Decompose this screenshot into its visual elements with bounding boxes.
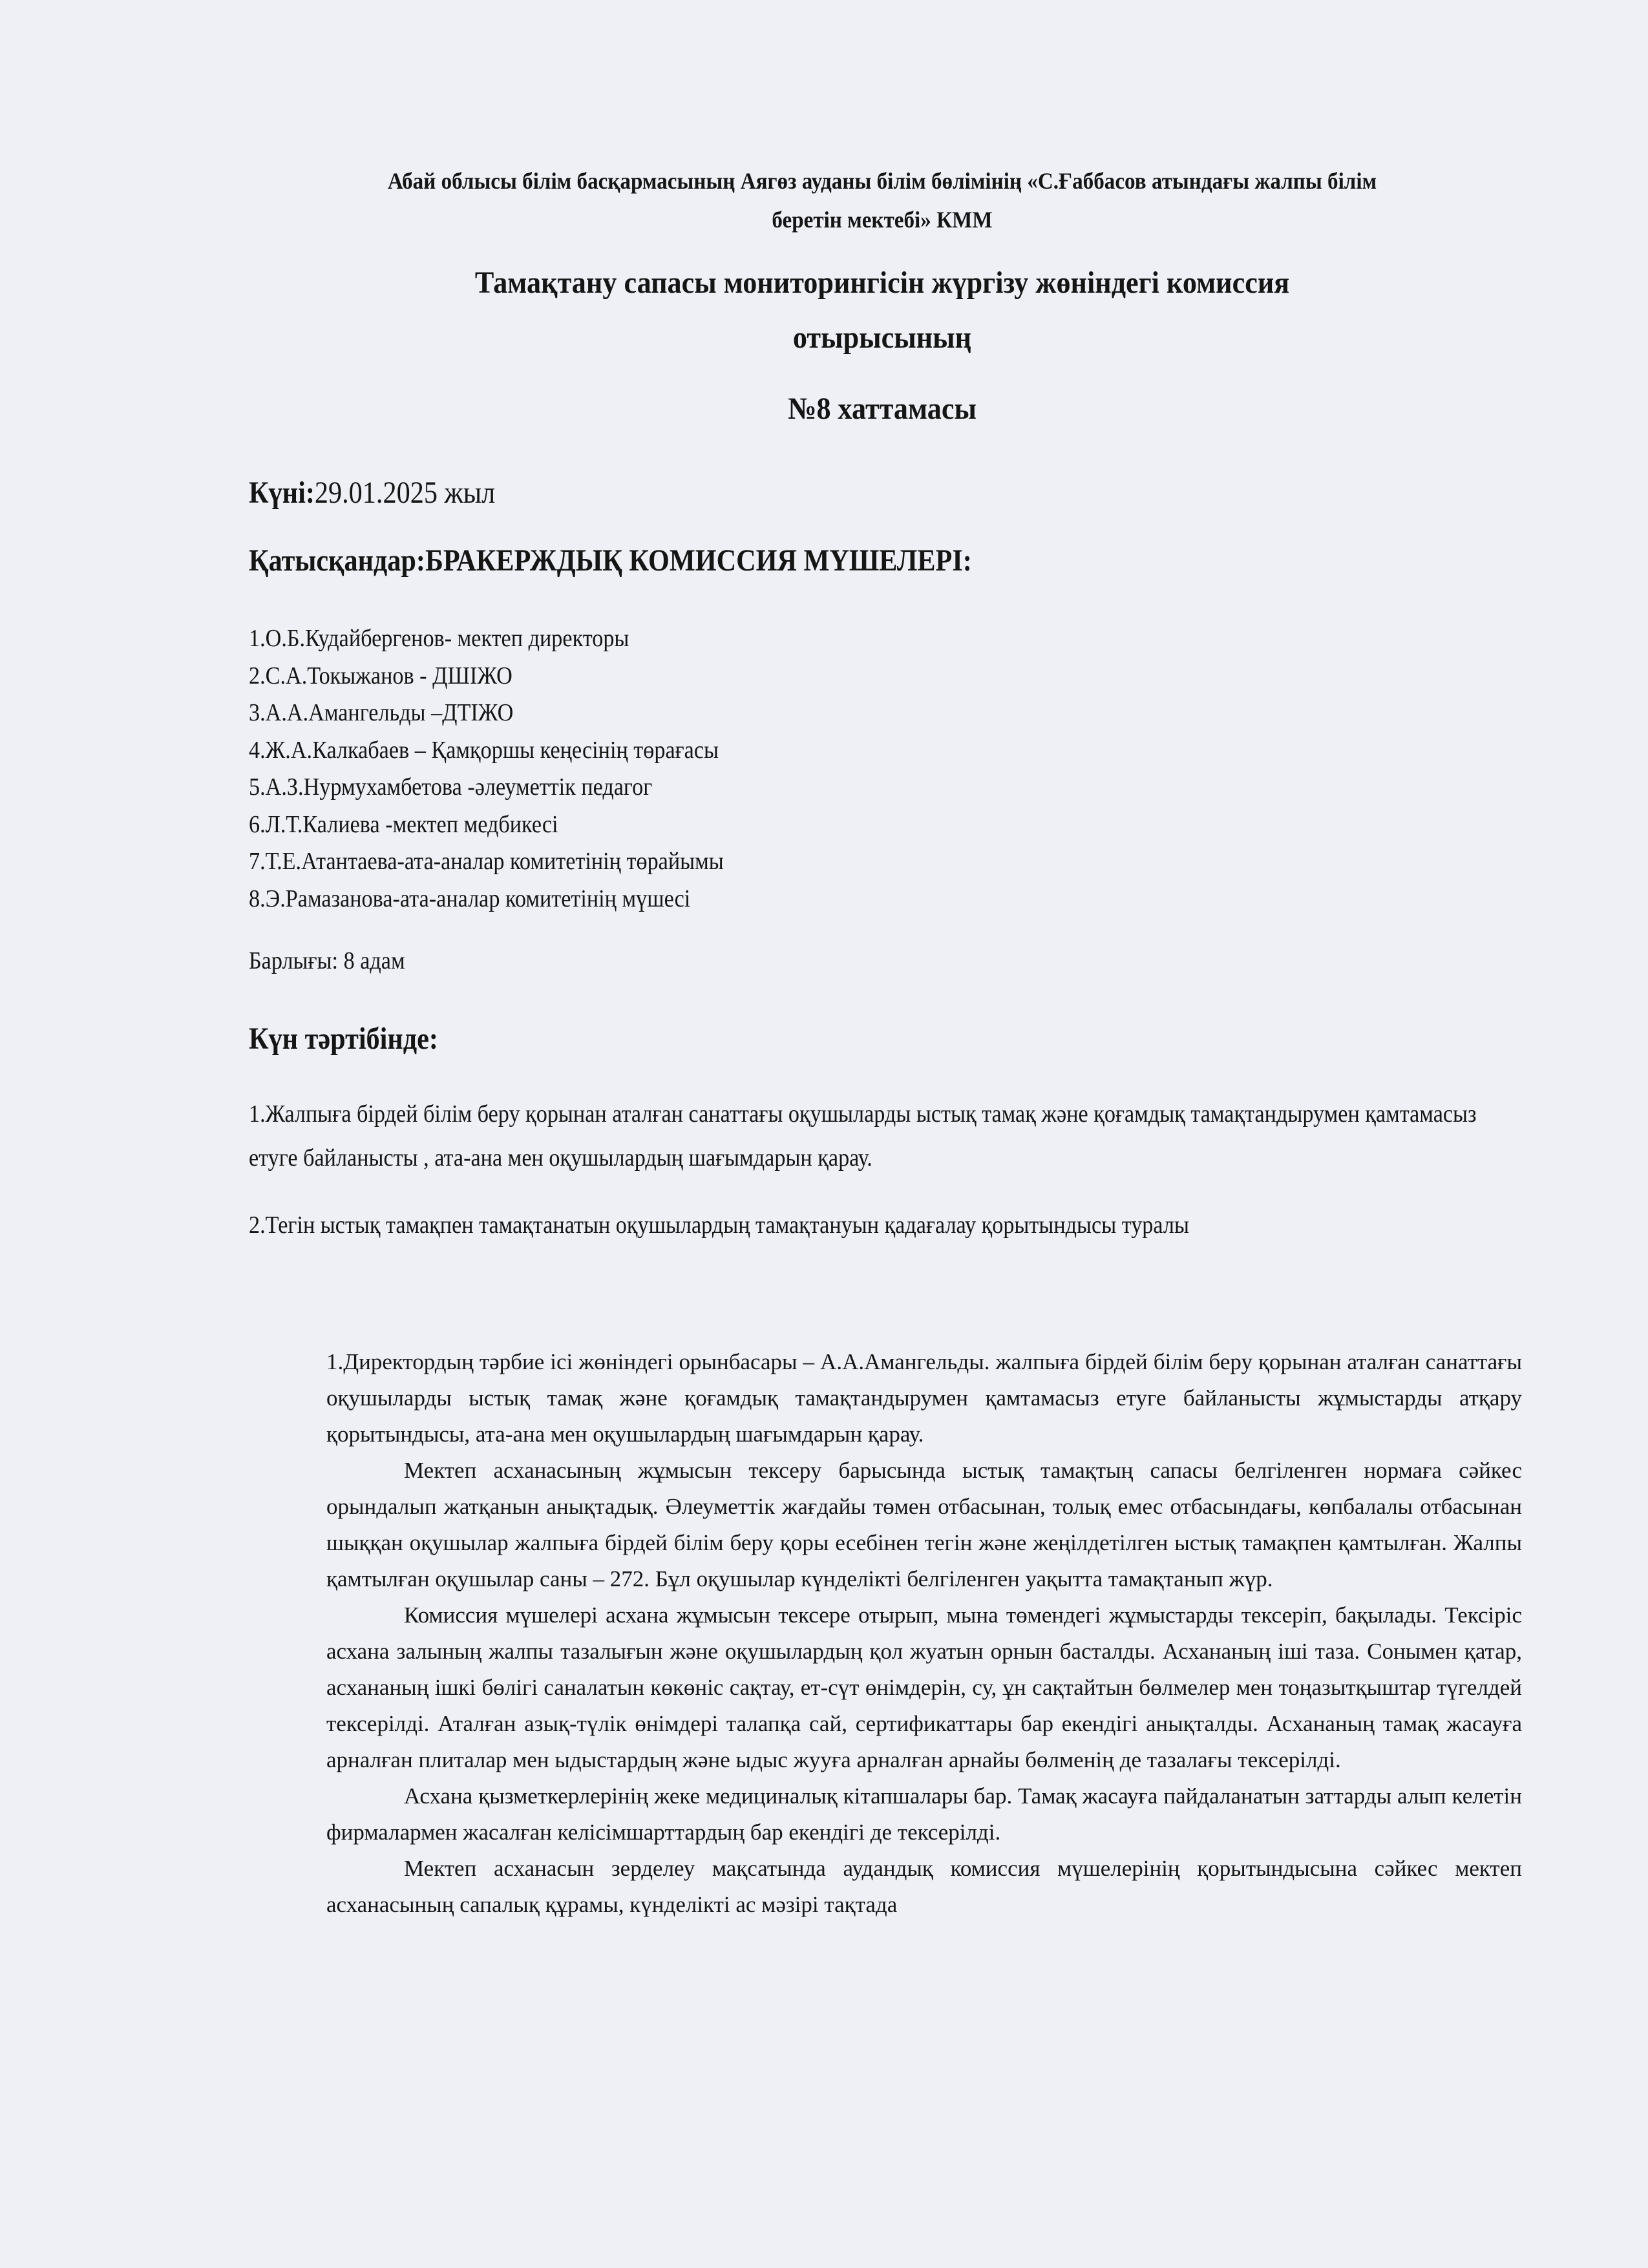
date-label: Күні: bbox=[249, 476, 315, 510]
agenda-heading: Күн тәртібінде: bbox=[249, 1022, 438, 1056]
body-paragraph: Мектеп асханасын зерделеу мақсатында аудандық комиссия мүшелерінің қорытындысына сәйкес мектеп асханасының сапалық құрамы, күнделікті ас мәзірі тақтада bbox=[326, 1856, 1522, 1917]
agenda-item: 2.Тегін ыстық тамақпен тамақтанатын оқушылардың тамақтануын қадағалау қорытындысы туралы bbox=[249, 1212, 1189, 1239]
participants-heading bbox=[249, 543, 972, 578]
agenda-list bbox=[249, 1092, 1535, 1270]
body-paragraph: Асхана қызметкерлерінің жеке медициналық кітапшалары бар. Тамақ жасауға пайдаланатын заттарды алып келетін фирмалармен жасалған келісімшарттардың бар екендігі де тексерілді. bbox=[326, 1783, 1522, 1845]
document-title-line-2: отырысының bbox=[792, 320, 972, 355]
document-title-line-1: Тамақтану сапасы мониторингісін жүргізу жөніндегі комиссия bbox=[474, 266, 1290, 300]
list-item: 6.Л.Т.Калиева -мектеп медбикесі bbox=[249, 810, 558, 838]
list-item: 5.А.З.Нурмухамбетова -әлеуметтік педагог bbox=[249, 773, 653, 801]
list-item: 8.Э.Рамазанова-ата-аналар комитетінің мүшесі bbox=[249, 885, 691, 912]
protocol-number: №8 хаттамасы bbox=[788, 392, 977, 426]
organization-header bbox=[297, 162, 1468, 239]
protocol-body bbox=[326, 1344, 1522, 1923]
list-item: 2.С.А.Токыжанов - ДШІЖО bbox=[249, 662, 512, 689]
org-line-2: беретін мектебі» КММ bbox=[772, 207, 993, 233]
list-item: 7.Т.Е.Атантаева-ата-аналар комитетінің төрайымы bbox=[249, 848, 724, 875]
body-paragraph: Комиссия мүшелері асхана жұмысын тексере отырып, мына төмендегі жұмыстарды тексеріп, бақылады. Тексіріс асхана залының жалпы тазалығын және оқушылардың қол жуатын орнын басталды. Асхананың іші таза. Сонымен қатар, асхананың ішкі бөлігі саналатын көкөніс сақтау, ет-сүт өнімдерін, су, ұн сақтайтын бөлмелер мен тоңазытқыштар түгелдей тексерілді. Аталған азық-түлік өнімдері талапқа сай, сертификаттары бар екендігі анықталды. Асхананың тамақ жасауға арналған плиталар мен ыдыстардың және ыдыс жууға арналған арнайы бөлменің де тазалағы тексерілді. bbox=[326, 1602, 1522, 1772]
org-line-1: Абай облысы білім басқармасының Аягөз ауданы білім бөлімінің «С.Ғаббасов атындағы жалпы білім bbox=[387, 168, 1377, 194]
participants-label: Қатысқандар: bbox=[249, 543, 425, 578]
body-paragraph: Мектеп асханасының жұмысын тексеру барысында ыстық тамақтың сапасы белгіленген нормаға сәйкес орындалып жатқанын анықтадық. Әлеуметтік жағдайы төмен отбасынан, толық емес отбасындағы, көпбалалы отбасынан шыққан оқушылар жалпыға бірдей білім беру қоры есебінен тегін және жеңілдетілген ыстық тамақпен қамтылған. Жалпы қамтылған оқушылар саны – 272. Бұл оқушылар күнделікті белгіленген уақытта тамақтанып жүр. bbox=[326, 1458, 1522, 1591]
list-item: 3.А.А.Амангельды –ДТІЖО bbox=[249, 699, 514, 726]
commission-heading: БРАКЕРЖДЫҚ КОМИССИЯ МҮШЕЛЕРІ: bbox=[425, 543, 972, 578]
participants-total: Барлығы: 8 адам bbox=[249, 947, 405, 974]
agenda-item: 1.Жалпыға бірдей білім беру қорынан аталған санаттағы оқушыларды ыстық тамақ және қоғамдық тамақтандырумен қамтамасыз етуге байланысты , ата-ана мен оқушылардың шағымдарын қарау. bbox=[249, 1100, 1477, 1171]
date-value: 29.01.2025 жыл bbox=[314, 476, 496, 510]
body-paragraph: 1.Директордың тәрбие ісі жөніндегі орынбасары – А.А.Амангельды. жалпыға бірдей білім беру қорынан аталған санаттағы оқушыларды ыстық тамақ және қоғамдық тамақтандырумен қамтамасыз етуге байланысты жұмыстарды атқару қорытындысы, ата-ана мен оқушылардың шағымдарын қарау. bbox=[326, 1349, 1522, 1447]
members-list bbox=[249, 620, 724, 918]
meeting-date bbox=[249, 475, 495, 510]
list-item: 4.Ж.А.Калкабаев – Қамқоршы кеңесінің төрағасы bbox=[249, 736, 719, 764]
list-item: 1.О.Б.Кудайбергенов- мектеп директоры bbox=[249, 625, 629, 652]
